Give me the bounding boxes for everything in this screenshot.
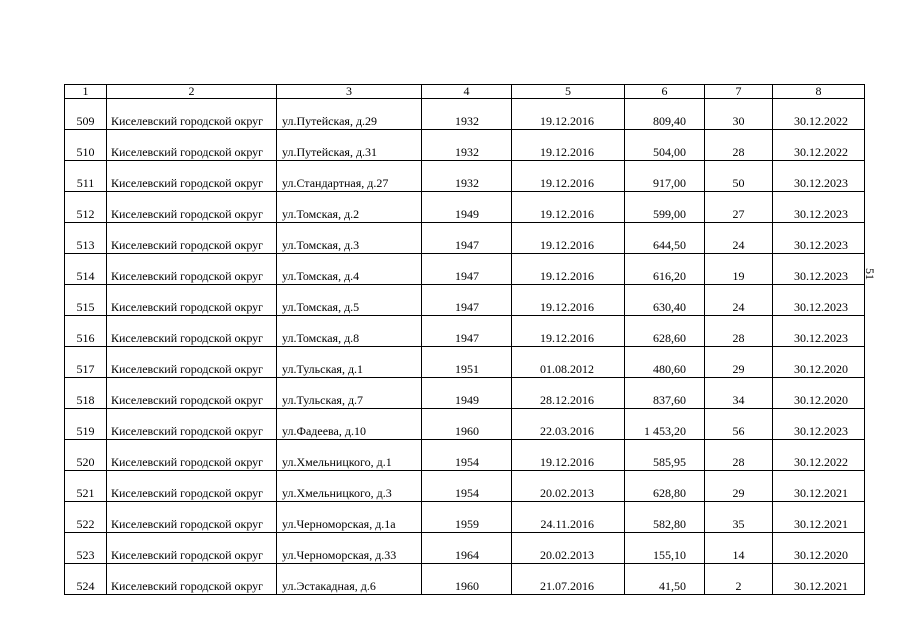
table-row <box>65 409 865 440</box>
area-cell: 599,00 <box>625 192 705 223</box>
area-cell: 917,00 <box>625 161 705 192</box>
deadline-cell: 30.12.2023 <box>773 161 865 192</box>
address-cell: ул.Томская, д.5 <box>277 285 422 316</box>
row-number-cell: 509 <box>65 99 107 130</box>
residents-cell: 35 <box>705 502 773 533</box>
area-cell: 480,60 <box>625 347 705 378</box>
residents-cell: 30 <box>705 99 773 130</box>
municipality-cell: Киселевский городской округ <box>107 502 277 533</box>
year-built-cell: 1932 <box>422 99 512 130</box>
residents-cell: 19 <box>705 254 773 285</box>
area-cell: 582,80 <box>625 502 705 533</box>
date-cell: 19.12.2016 <box>512 99 625 130</box>
year-built-cell: 1960 <box>422 564 512 595</box>
municipality-cell: Киселевский городской округ <box>107 161 277 192</box>
row-number-cell: 514 <box>65 254 107 285</box>
year-built-cell: 1959 <box>422 502 512 533</box>
row-number-cell: 516 <box>65 316 107 347</box>
address-cell: ул.Томская, д.2 <box>277 192 422 223</box>
column-header-7: 7 <box>705 85 773 99</box>
municipality-cell: Киселевский городской округ <box>107 440 277 471</box>
table-row <box>65 192 865 223</box>
column-header-8: 8 <box>773 85 865 99</box>
year-built-cell: 1964 <box>422 533 512 564</box>
date-cell: 19.12.2016 <box>512 285 625 316</box>
row-number-cell: 519 <box>65 409 107 440</box>
municipality-cell: Киселевский городской округ <box>107 223 277 254</box>
date-cell: 19.12.2016 <box>512 316 625 347</box>
deadline-cell: 30.12.2023 <box>773 316 865 347</box>
municipality-cell: Киселевский городской округ <box>107 99 277 130</box>
table-header <box>65 85 865 99</box>
municipality-cell: Киселевский городской округ <box>107 564 277 595</box>
residents-cell: 24 <box>705 223 773 254</box>
year-built-cell: 1947 <box>422 285 512 316</box>
deadline-cell: 30.12.2021 <box>773 564 865 595</box>
table-row <box>65 564 865 595</box>
area-cell: 809,40 <box>625 99 705 130</box>
area-cell: 644,50 <box>625 223 705 254</box>
date-cell: 19.12.2016 <box>512 254 625 285</box>
table-row <box>65 223 865 254</box>
municipality-cell: Киселевский городской округ <box>107 285 277 316</box>
municipality-cell: Киселевский городской округ <box>107 378 277 409</box>
date-cell: 21.07.2016 <box>512 564 625 595</box>
column-header-3: 3 <box>277 85 422 99</box>
column-header-5: 5 <box>512 85 625 99</box>
deadline-cell: 30.12.2021 <box>773 502 865 533</box>
year-built-cell: 1954 <box>422 471 512 502</box>
deadline-cell: 30.12.2023 <box>773 254 865 285</box>
year-built-cell: 1960 <box>422 409 512 440</box>
column-header-4: 4 <box>422 85 512 99</box>
residents-cell: 14 <box>705 533 773 564</box>
address-cell: ул.Черноморская, д.33 <box>277 533 422 564</box>
year-built-cell: 1949 <box>422 192 512 223</box>
date-cell: 28.12.2016 <box>512 378 625 409</box>
table-row <box>65 285 865 316</box>
residents-cell: 50 <box>705 161 773 192</box>
row-number-cell: 510 <box>65 130 107 161</box>
deadline-cell: 30.12.2022 <box>773 99 865 130</box>
year-built-cell: 1932 <box>422 161 512 192</box>
address-cell: ул.Хмельницкого, д.3 <box>277 471 422 502</box>
residents-cell: 2 <box>705 564 773 595</box>
residents-cell: 29 <box>705 347 773 378</box>
row-number-cell: 518 <box>65 378 107 409</box>
date-cell: 19.12.2016 <box>512 161 625 192</box>
municipality-cell: Киселевский городской округ <box>107 130 277 161</box>
year-built-cell: 1932 <box>422 130 512 161</box>
table-row <box>65 533 865 564</box>
table-row <box>65 471 865 502</box>
deadline-cell: 30.12.2023 <box>773 192 865 223</box>
area-cell: 585,95 <box>625 440 705 471</box>
table-row <box>65 440 865 471</box>
address-cell: ул.Томская, д.3 <box>277 223 422 254</box>
column-header-6: 6 <box>625 85 705 99</box>
row-number-cell: 521 <box>65 471 107 502</box>
deadline-cell: 30.12.2020 <box>773 533 865 564</box>
municipality-cell: Киселевский городской округ <box>107 409 277 440</box>
municipality-cell: Киселевский городской округ <box>107 254 277 285</box>
year-built-cell: 1951 <box>422 347 512 378</box>
year-built-cell: 1949 <box>422 378 512 409</box>
address-cell: ул.Стандартная, д.27 <box>277 161 422 192</box>
year-built-cell: 1947 <box>422 316 512 347</box>
address-cell: ул.Черноморская, д.1а <box>277 502 422 533</box>
residents-cell: 28 <box>705 440 773 471</box>
residents-cell: 28 <box>705 130 773 161</box>
deadline-cell: 30.12.2023 <box>773 285 865 316</box>
date-cell: 19.12.2016 <box>512 440 625 471</box>
residents-cell: 29 <box>705 471 773 502</box>
residents-cell: 34 <box>705 378 773 409</box>
row-number-cell: 522 <box>65 502 107 533</box>
row-number-cell: 515 <box>65 285 107 316</box>
table-row <box>65 502 865 533</box>
table-row <box>65 316 865 347</box>
municipality-cell: Киселевский городской округ <box>107 533 277 564</box>
address-cell: ул.Эстакадная, д.6 <box>277 564 422 595</box>
date-cell: 19.12.2016 <box>512 223 625 254</box>
address-cell: ул.Путейская, д.31 <box>277 130 422 161</box>
municipality-cell: Киселевский городской округ <box>107 192 277 223</box>
deadline-cell: 30.12.2023 <box>773 409 865 440</box>
date-cell: 19.12.2016 <box>512 192 625 223</box>
address-cell: ул.Хмельницкого, д.1 <box>277 440 422 471</box>
address-cell: ул.Фадеева, д.10 <box>277 409 422 440</box>
address-cell: ул.Путейская, д.29 <box>277 99 422 130</box>
date-cell: 19.12.2016 <box>512 130 625 161</box>
year-built-cell: 1947 <box>422 223 512 254</box>
address-cell: ул.Томская, д.4 <box>277 254 422 285</box>
year-built-cell: 1947 <box>422 254 512 285</box>
row-number-cell: 520 <box>65 440 107 471</box>
residents-cell: 27 <box>705 192 773 223</box>
row-number-cell: 511 <box>65 161 107 192</box>
deadline-cell: 30.12.2022 <box>773 440 865 471</box>
residents-cell: 24 <box>705 285 773 316</box>
date-cell: 22.03.2016 <box>512 409 625 440</box>
date-cell: 01.08.2012 <box>512 347 625 378</box>
page-number: 51 <box>863 268 877 280</box>
housing-table <box>64 84 865 595</box>
municipality-cell: Киселевский городской округ <box>107 316 277 347</box>
row-number-cell: 523 <box>65 533 107 564</box>
table-row <box>65 99 865 130</box>
deadline-cell: 30.12.2020 <box>773 378 865 409</box>
area-cell: 155,10 <box>625 533 705 564</box>
deadline-cell: 30.12.2020 <box>773 347 865 378</box>
date-cell: 20.02.2013 <box>512 533 625 564</box>
row-number-cell: 513 <box>65 223 107 254</box>
date-cell: 24.11.2016 <box>512 502 625 533</box>
table-row <box>65 254 865 285</box>
area-cell: 628,80 <box>625 471 705 502</box>
area-cell: 628,60 <box>625 316 705 347</box>
deadline-cell: 30.12.2022 <box>773 130 865 161</box>
area-cell: 1 453,20 <box>625 409 705 440</box>
row-number-cell: 517 <box>65 347 107 378</box>
table-row <box>65 130 865 161</box>
year-built-cell: 1954 <box>422 440 512 471</box>
row-number-cell: 524 <box>65 564 107 595</box>
municipality-cell: Киселевский городской округ <box>107 471 277 502</box>
deadline-cell: 30.12.2021 <box>773 471 865 502</box>
table-row <box>65 378 865 409</box>
column-header-1: 1 <box>65 85 107 99</box>
column-header-2: 2 <box>107 85 277 99</box>
area-cell: 616,20 <box>625 254 705 285</box>
address-cell: ул.Тульская, д.7 <box>277 378 422 409</box>
area-cell: 837,60 <box>625 378 705 409</box>
row-number-cell: 512 <box>65 192 107 223</box>
municipality-cell: Киселевский городской округ <box>107 347 277 378</box>
residents-cell: 28 <box>705 316 773 347</box>
area-cell: 41,50 <box>625 564 705 595</box>
table-body <box>65 99 865 595</box>
table-row <box>65 161 865 192</box>
area-cell: 504,00 <box>625 130 705 161</box>
deadline-cell: 30.12.2023 <box>773 223 865 254</box>
residents-cell: 56 <box>705 409 773 440</box>
area-cell: 630,40 <box>625 285 705 316</box>
address-cell: ул.Томская, д.8 <box>277 316 422 347</box>
header-row <box>65 85 865 99</box>
table-row <box>65 347 865 378</box>
address-cell: ул.Тульская, д.1 <box>277 347 422 378</box>
date-cell: 20.02.2013 <box>512 471 625 502</box>
